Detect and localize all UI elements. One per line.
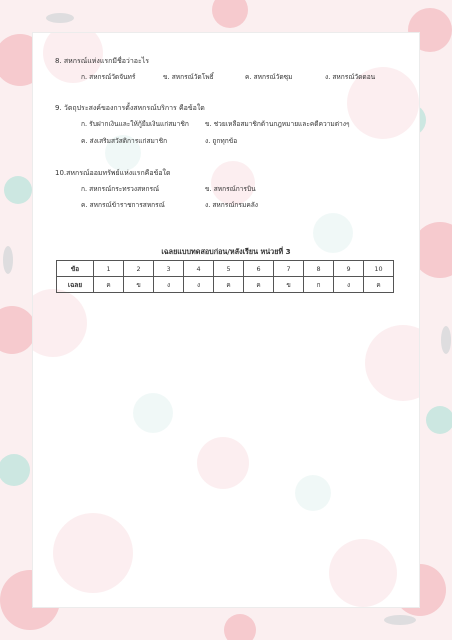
table-cell: ข: [124, 277, 154, 293]
table-cell: 9: [334, 261, 364, 277]
question-10-option-a: ก. สหกรณ์กระทรวงสหกรณ์: [81, 185, 160, 193]
table-cell: 8: [304, 261, 334, 277]
table-cell: ค: [214, 277, 244, 293]
question-9: 9. วัตถุประสงค์ของการตั้งสหกรณ์บริการ คือข้อใด: [55, 104, 205, 112]
table-cell: 3: [154, 261, 184, 277]
question-10-option-d: ง. สหกรณ์กรมคลัง: [205, 201, 258, 209]
question-8-option-a: ก. สหกรณ์วัดจันทร์: [81, 73, 136, 81]
table-cell: ค: [244, 277, 274, 293]
row-label-answer: เฉลย: [57, 277, 94, 293]
table-cell: 4: [184, 261, 214, 277]
question-10-option-b: ข. สหกรณ์การบิน: [205, 185, 256, 193]
row-label-number: ข้อ: [57, 261, 94, 277]
table-cell: 2: [124, 261, 154, 277]
answer-table-title: เฉลยแบบทดสอบก่อน/หลังเรียน หน่วยที่ 3: [161, 247, 291, 256]
question-8-option-d: ง. สหกรณ์วัดดอน: [325, 73, 376, 81]
table-cell: 6: [244, 261, 274, 277]
table-cell: ง: [334, 277, 364, 293]
table-cell: ข: [274, 277, 304, 293]
table-cell: 7: [274, 261, 304, 277]
question-10: 10.สหกรณ์ออมทรัพย์แห่งแรกคือข้อใด: [55, 169, 171, 177]
question-9-option-a: ก. รับฝากเงินและให้กู้ยืมเงินแก่สมาชิก: [81, 120, 189, 128]
question-8: 8. สหกรณ์แห่งแรกมีชื่อว่าอะไร: [55, 57, 150, 65]
table-cell: ง: [154, 277, 184, 293]
question-9-option-c: ค. ส่งเสริมสวัสดิการแก่สมาชิก: [81, 137, 168, 145]
question-9-option-b: ข. ช่วยเหลือสมาชิกด้านกฎหมายและคดีความต่างๆ: [205, 120, 350, 128]
table-cell: ง: [184, 277, 214, 293]
table-cell: 1: [94, 261, 124, 277]
table-cell: 5: [214, 261, 244, 277]
table-cell: 10: [364, 261, 394, 277]
question-8-option-c: ค. สหกรณ์วัดซุม: [245, 73, 293, 81]
question-10-option-c: ค. สหกรณ์ข้าราชการสหกรณ์: [81, 201, 165, 209]
question-8-option-b: ข. สหกรณ์วัดโพธิ์: [163, 73, 214, 81]
table-cell: ค: [364, 277, 394, 293]
table-row: [57, 277, 394, 293]
question-9-option-d: ง. ถูกทุกข้อ: [205, 137, 238, 145]
answer-key-table: [56, 260, 394, 293]
table-row: [57, 261, 394, 277]
table-cell: ก: [304, 277, 334, 293]
document-page: [33, 33, 419, 607]
table-cell: ค: [94, 277, 124, 293]
